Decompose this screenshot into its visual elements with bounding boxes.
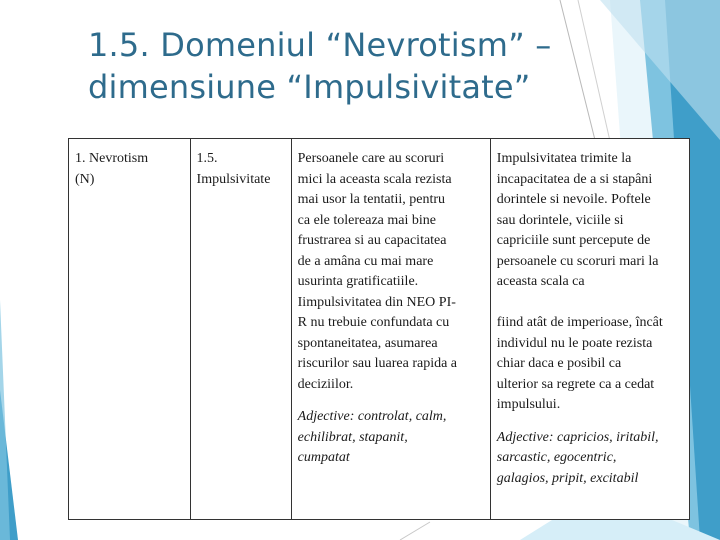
slide-title-line-2: dimensiune “Impulsivitate” [88, 68, 531, 106]
low-score-description: Persoanele care au scoruri mici la aceasta scala rezista mai usor la tentatii, pentru ca ele tolereaza mai bine frustrarea si au capacitatea de a amâna cu mai mare usurinta gratificatiile. Iimpulsivitatea din NEO PI- R nu trebuie confundata cu spontaneitatea, asumarea riscurilor sau luarea rapida a deciziilor. [297, 151, 458, 392]
slide-title [88, 24, 588, 108]
high-score-adjectives: Adjective: capricios, iritabil, sarcastic, egocentric, galagios, pripit, excitabil [496, 429, 659, 486]
domain-table [68, 138, 690, 520]
bottom-accent-line [400, 522, 430, 540]
impulsivity-table [68, 138, 690, 520]
table-row [69, 139, 690, 520]
high-score-cell [490, 139, 689, 520]
dimension-text: 1.5. Impulsivitate [196, 151, 271, 187]
domain-text: 1. Nevrotism (N) [75, 151, 149, 187]
high-score-description: Impulsivitatea trimite la incapacitatea de a si stapâni dorintele si nevoile. Poftele sau dorintele, viciile si capriciile sunt percepute de persoanele cu scoruri mari la aceasta scala ca fiind atât de imperioase, încât individul nu le poate rezista chiar daca e posibil ca ulterior sa regrete ca a cedat impulsului. [496, 151, 663, 412]
domain-cell [69, 139, 191, 520]
low-score-adjectives: Adjective: controlat, calm, echilibrat, stapanit, cumpatat [297, 409, 447, 465]
dimension-cell [190, 139, 291, 520]
low-score-cell [291, 139, 490, 520]
left-facet-light [0, 300, 10, 540]
slide-title-line-1: 1.5. Domeniul “Nevrotism” – [88, 26, 552, 64]
